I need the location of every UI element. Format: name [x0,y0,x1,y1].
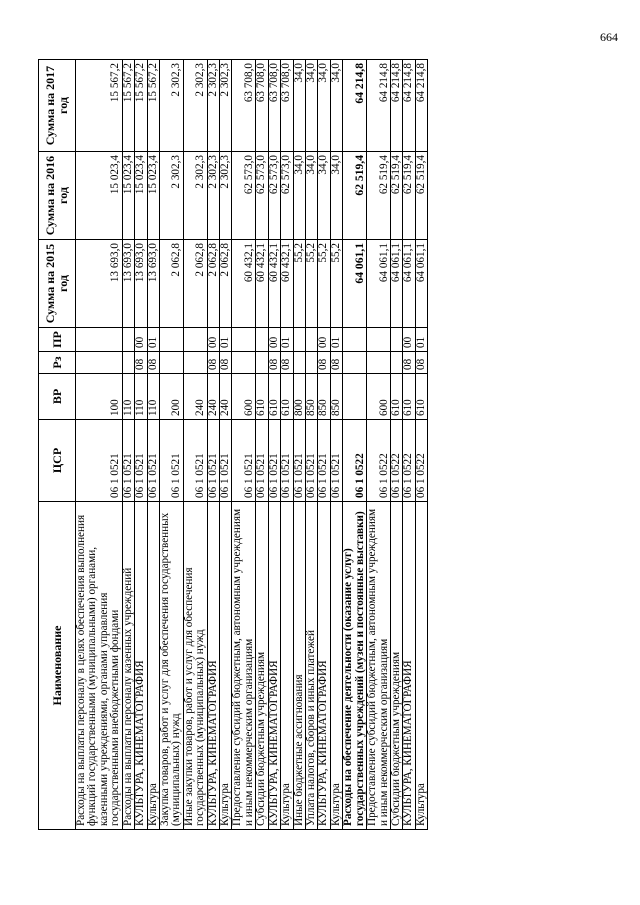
cell-sum-2015: 2 062,8 [207,240,219,328]
cell-csr: 06 1 0522 [415,420,427,502]
cell-sum-2017: 15 567,2 [76,60,123,152]
cell-rz [343,352,367,374]
cell-sum-2015: 13 693,0 [122,240,134,328]
cell-sum-2017: 2 302,3 [220,60,232,152]
cell-rz: 08 [415,352,427,374]
cell-vr: 110 [135,374,147,420]
cell-name: Культура [147,502,159,830]
cell-sum-2016: 62 519,4 [415,152,427,240]
cell-sum-2017: 63 708,0 [268,60,280,152]
cell-csr: 06 1 0522 [390,420,402,502]
table-row [390,60,402,830]
cell-sum-2015: 2 062,8 [159,240,183,328]
cell-sum-2015: 60 432,1 [232,240,256,328]
cell-pr: 00 [135,328,147,352]
cell-sum-2016: 2 302,3 [183,152,207,240]
cell-name: КУЛЬТУРА, КИНЕМАТОГРАФИЯ [318,502,330,830]
cell-vr: 850 [330,374,342,420]
cell-sum-2015: 64 061,1 [403,240,415,328]
cell-sum-2015: 13 693,0 [76,240,123,328]
cell-name: Уплата налогов, сборов и иных платежей [306,502,318,830]
cell-csr: 06 1 0521 [76,420,123,502]
cell-sum-2015: 13 693,0 [147,240,159,328]
cell-name: Закупка товаров, работ и услуг для обеспечения государственных (муниципальных) нужд [159,502,183,830]
cell-csr: 06 1 0521 [183,420,207,502]
cell-csr: 06 1 0521 [159,420,183,502]
cell-name: Культура [415,502,427,830]
cell-pr: 01 [220,328,232,352]
cell-name: Расходы на выплаты персоналу в целях обеспечения выполнения функций государственными (муниципальными) органами, казенными учреждениями, органами управления государственными внебюджетными фондами [76,502,123,830]
cell-pr: 01 [147,328,159,352]
cell-pr [390,328,402,352]
cell-pr: 00 [318,328,330,352]
table-row [183,60,207,830]
table-row [147,60,159,830]
cell-csr: 06 1 0521 [207,420,219,502]
cell-sum-2017: 15 567,2 [135,60,147,152]
cell-sum-2017: 63 708,0 [281,60,293,152]
col-header-sum-2017: Сумма на 2017 год [39,60,76,152]
table-row [293,60,305,830]
cell-rz [367,352,391,374]
table-row [256,60,268,830]
cell-rz [390,352,402,374]
cell-pr [122,328,134,352]
cell-sum-2016: 2 302,3 [207,152,219,240]
cell-sum-2015: 55,2 [330,240,342,328]
cell-sum-2016: 34,0 [293,152,305,240]
cell-name: КУЛЬТУРА, КИНЕМАТОГРАФИЯ [135,502,147,830]
cell-sum-2015: 2 062,8 [220,240,232,328]
cell-csr: 06 1 0521 [281,420,293,502]
cell-sum-2017: 34,0 [318,60,330,152]
cell-name: КУЛЬТУРА, КИНЕМАТОГРАФИЯ [268,502,280,830]
cell-csr: 06 1 0522 [367,420,391,502]
cell-csr: 06 1 0521 [293,420,305,502]
col-header-sum-2016: Сумма на 2016 год [39,152,76,240]
cell-vr: 610 [256,374,268,420]
table-row [122,60,134,830]
cell-sum-2016: 2 302,3 [159,152,183,240]
cell-vr: 600 [232,374,256,420]
cell-rz [256,352,268,374]
cell-vr: 850 [318,374,330,420]
cell-sum-2017: 63 708,0 [256,60,268,152]
cell-sum-2017: 64 214,8 [390,60,402,152]
cell-rz: 08 [268,352,280,374]
cell-name: Расходы на выплаты персоналу казенных учреждений [122,502,134,830]
cell-rz: 08 [220,352,232,374]
cell-vr: 610 [415,374,427,420]
cell-sum-2017: 2 302,3 [207,60,219,152]
cell-rz: 08 [318,352,330,374]
cell-pr [343,328,367,352]
cell-sum-2016: 15 023,4 [135,152,147,240]
cell-sum-2017: 64 214,8 [403,60,415,152]
cell-pr: 01 [281,328,293,352]
cell-pr [367,328,391,352]
cell-sum-2016: 15 023,4 [122,152,134,240]
cell-sum-2015: 60 432,1 [256,240,268,328]
cell-name: Расходы на обеспечение деятельности (оказание услуг) государственных учреждений (музеи и постоянные выставки) [343,502,367,830]
col-header-pr: ПР [39,328,76,352]
cell-csr: 06 1 0522 [343,420,367,502]
rotated-table-container [38,60,616,830]
cell-name: КУЛЬТУРА, КИНЕМАТОГРАФИЯ [207,502,219,830]
cell-rz [306,352,318,374]
cell-sum-2016: 15 023,4 [76,152,123,240]
cell-vr: 800 [293,374,305,420]
cell-sum-2017: 64 214,8 [415,60,427,152]
cell-sum-2017: 34,0 [306,60,318,152]
cell-sum-2017: 34,0 [293,60,305,152]
table-row [367,60,391,830]
table-row [232,60,256,830]
table-row [159,60,183,830]
cell-sum-2016: 62 573,0 [281,152,293,240]
cell-vr: 240 [183,374,207,420]
cell-csr: 06 1 0521 [122,420,134,502]
cell-pr [183,328,207,352]
col-header-rz: Рз [39,352,76,374]
table-row [415,60,427,830]
table-row [403,60,415,830]
cell-pr [293,328,305,352]
budget-table [38,59,428,830]
table-row [207,60,219,830]
cell-sum-2016: 15 023,4 [147,152,159,240]
cell-sum-2017: 15 567,2 [147,60,159,152]
col-header-sum-2015: Сумма на 2015 год [39,240,76,328]
cell-vr: 100 [76,374,123,420]
cell-sum-2016: 62 573,0 [268,152,280,240]
cell-pr: 00 [207,328,219,352]
cell-vr: 200 [159,374,183,420]
table-row [330,60,342,830]
table-row [268,60,280,830]
table-row [343,60,367,830]
cell-vr: 850 [306,374,318,420]
cell-rz: 08 [147,352,159,374]
cell-vr: 610 [268,374,280,420]
cell-sum-2017: 64 214,8 [367,60,391,152]
cell-vr: 610 [390,374,402,420]
page-number: 664 [600,30,618,44]
cell-sum-2015: 13 693,0 [135,240,147,328]
cell-name: Предоставление субсидий бюджетным, автономным учреждениям и иным некоммерческим организациям [367,502,391,830]
cell-sum-2016: 34,0 [330,152,342,240]
cell-pr: 00 [268,328,280,352]
cell-vr: 610 [281,374,293,420]
cell-sum-2016: 62 519,4 [367,152,391,240]
table-row [76,60,123,830]
cell-sum-2016: 34,0 [318,152,330,240]
cell-name: Субсидии бюджетным учреждениям [256,502,268,830]
cell-rz [76,352,123,374]
cell-vr: 240 [207,374,219,420]
cell-pr: 01 [415,328,427,352]
cell-vr: 610 [403,374,415,420]
cell-pr [256,328,268,352]
cell-rz: 08 [330,352,342,374]
cell-sum-2016: 34,0 [306,152,318,240]
cell-name: Культура [330,502,342,830]
cell-name: Иные закупки товаров, работ и услуг для обеспечения государственных (муниципальных) нужд [183,502,207,830]
cell-rz [183,352,207,374]
cell-sum-2017: 64 214,8 [343,60,367,152]
table-body [76,60,428,830]
table-row [220,60,232,830]
cell-name: Субсидии бюджетным учреждениям [390,502,402,830]
cell-csr: 06 1 0521 [232,420,256,502]
cell-pr [306,328,318,352]
cell-csr: 06 1 0521 [268,420,280,502]
table-header-row [39,60,76,830]
cell-name: Культура [281,502,293,830]
col-header-name: Наименование [39,502,76,830]
col-header-vr: ВР [39,374,76,420]
cell-sum-2017: 15 567,2 [122,60,134,152]
cell-sum-2017: 34,0 [330,60,342,152]
cell-sum-2015: 64 061,1 [390,240,402,328]
cell-pr: 00 [403,328,415,352]
cell-csr: 06 1 0521 [135,420,147,502]
cell-sum-2015: 60 432,1 [281,240,293,328]
cell-vr: 240 [220,374,232,420]
table-row [281,60,293,830]
cell-sum-2015: 64 061,1 [415,240,427,328]
cell-rz [232,352,256,374]
cell-sum-2016: 62 573,0 [232,152,256,240]
cell-sum-2015: 55,2 [306,240,318,328]
cell-sum-2017: 2 302,3 [183,60,207,152]
cell-sum-2015: 60 432,1 [268,240,280,328]
cell-csr: 06 1 0521 [220,420,232,502]
cell-csr: 06 1 0521 [147,420,159,502]
cell-sum-2015: 55,2 [293,240,305,328]
cell-sum-2016: 62 519,4 [390,152,402,240]
cell-vr: 110 [147,374,159,420]
cell-sum-2016: 62 519,4 [343,152,367,240]
cell-name: Иные бюджетные ассигнования [293,502,305,830]
table-row [135,60,147,830]
cell-sum-2015: 64 061,1 [367,240,391,328]
cell-csr: 06 1 0521 [330,420,342,502]
cell-csr: 06 1 0521 [306,420,318,502]
cell-vr: 110 [122,374,134,420]
cell-name: Культура [220,502,232,830]
cell-rz: 08 [207,352,219,374]
cell-sum-2017: 63 708,0 [232,60,256,152]
cell-vr: 600 [367,374,391,420]
cell-sum-2017: 2 302,3 [159,60,183,152]
cell-sum-2016: 62 519,4 [403,152,415,240]
cell-rz: 08 [281,352,293,374]
cell-rz: 08 [403,352,415,374]
cell-pr [76,328,123,352]
cell-sum-2015: 55,2 [318,240,330,328]
cell-sum-2015: 64 061,1 [343,240,367,328]
cell-rz [293,352,305,374]
cell-sum-2016: 2 302,3 [220,152,232,240]
cell-sum-2015: 2 062,8 [183,240,207,328]
table-row [318,60,330,830]
cell-csr: 06 1 0521 [256,420,268,502]
cell-name: КУЛЬТУРА, КИНЕМАТОГРАФИЯ [403,502,415,830]
cell-csr: 06 1 0521 [318,420,330,502]
cell-rz [122,352,134,374]
cell-pr [159,328,183,352]
cell-csr: 06 1 0522 [403,420,415,502]
cell-sum-2016: 62 573,0 [256,152,268,240]
cell-pr: 01 [330,328,342,352]
table-row [306,60,318,830]
cell-vr [343,374,367,420]
cell-pr [232,328,256,352]
cell-rz [159,352,183,374]
col-header-csr: ЦСР [39,420,76,502]
cell-rz: 08 [135,352,147,374]
cell-name: Предоставление субсидий бюджетным, автономным учреждениям и иным некоммерческим организациям [232,502,256,830]
